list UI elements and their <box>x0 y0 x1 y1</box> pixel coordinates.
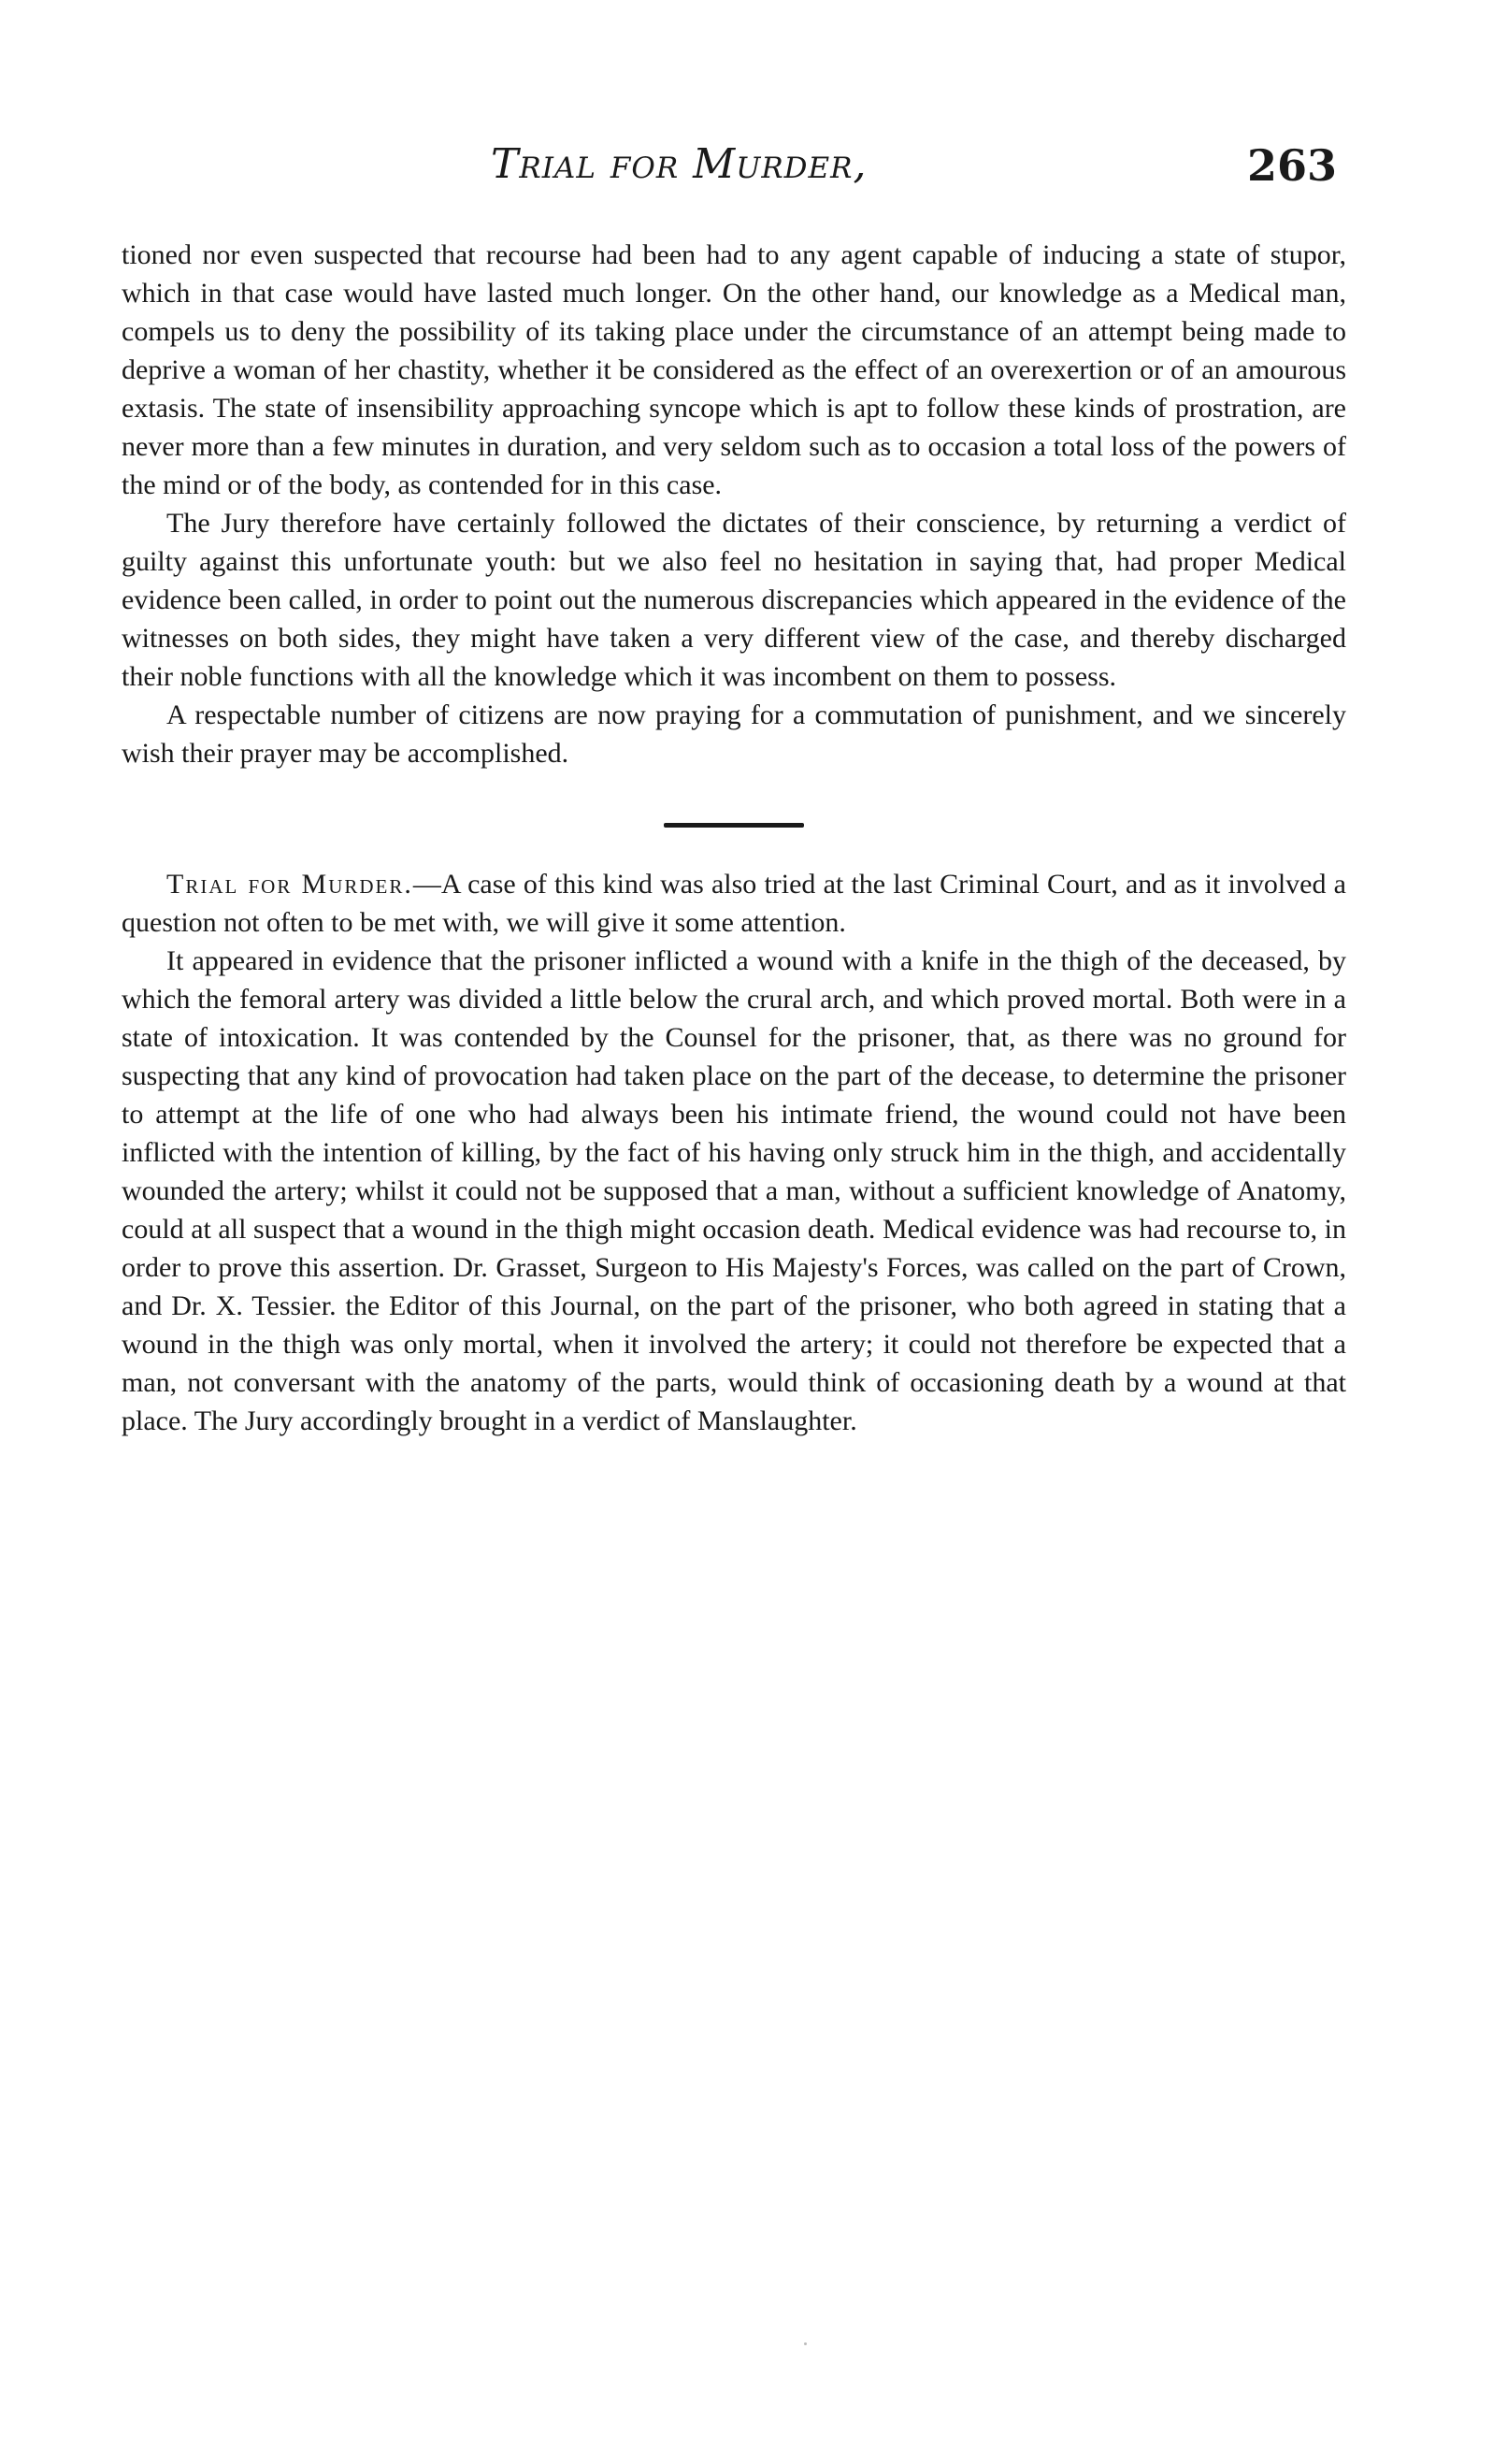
running-title: Trial for Murder, <box>491 140 868 188</box>
page-number: 263 <box>1246 140 1337 191</box>
paragraph-continued: tioned nor even suspected that recourse had been had to any agent capable of inducing a state of stupor, which in that case would have lasted much longer. On the other hand, our knowledge as a Medical man, compels us to deny the possibility of its taking place under the circumstance of an attempt being made to deprive a woman of her chastity, whether it be considered as the effect of an overexertion or of an amourous extasis. The state of insensibility approaching syncope which is apt to follow these kinds of prostration, are never more than a few minutes in duration, and very seldom such as to occasion a total loss of the powers of the mind or of the body, as contended for in this case. <box>122 239 1346 500</box>
paragraph-commutation: A respectable number of citizens are now praying for a commutation of punishment, and we sincerely wish their prayer may be accomplished. <box>122 699 1346 769</box>
article-heading: Trial for Murder. <box>166 869 413 900</box>
paragraph-trial-intro <box>122 865 1346 942</box>
paragraph-evidence: It appeared in evidence that the prisoner inflicted a wound with a knife in the thigh of the deceased, by which the femoral artery was divided a little below the crural arch, and which proved mortal. Both were in a state of intoxication. It was contended by the Counsel for the prisoner, that, as there was no ground for suspecting that any kind of provocation had taken place on the part of the decease, to determine the prisoner to attempt at the life of one who had always been his intimate friend, the wound could not have been inflicted with the intention of killing, by the fact of his having only struck him in the thigh, and accidentally wounded the artery; whilst it could not be supposed that a man, without a sufficient knowledge of Anatomy, could at all suspect that a wound in the thigh might occasion death. Medical evidence was had recourse to, in order to prove this assertion. Dr. Grasset, Surgeon to His Majesty's Forces, was called on the part of Crown, and Dr. X. Tessier. the Editor of this Journal, on the part of the prisoner, who both agreed in stating that a wound in the thigh was only mortal, when it involved the artery; it could not therefore be expected that a man, not conversant with the anatomy of the parts, would think of occasioning death by a wound at that place. The Jury accordingly brought in a verdict of Manslaughter. <box>122 945 1346 1436</box>
running-head <box>122 140 1346 196</box>
section-divider <box>664 823 804 828</box>
page-speck <box>804 2342 807 2345</box>
article-intro-text: —A case of this kind was also tried at the last Criminal Court, and as it involved a question not often to be met with, we will give it some attention. <box>122 869 1346 938</box>
paragraph-jury: The Jury therefore have certainly followed the dictates of their conscience, by returning a verdict of guilty against this unfortunate youth: but we also feel no hesitation in saying that, had proper Medical evidence been called, in order to point out the numerous discrepancies which appeared in the evidence of the witnesses on both sides, they might have taken a very different view of the case, and thereby discharged their noble functions with all the knowledge which it was incombent on them to possess. <box>122 508 1346 692</box>
body-text <box>122 236 1346 1440</box>
